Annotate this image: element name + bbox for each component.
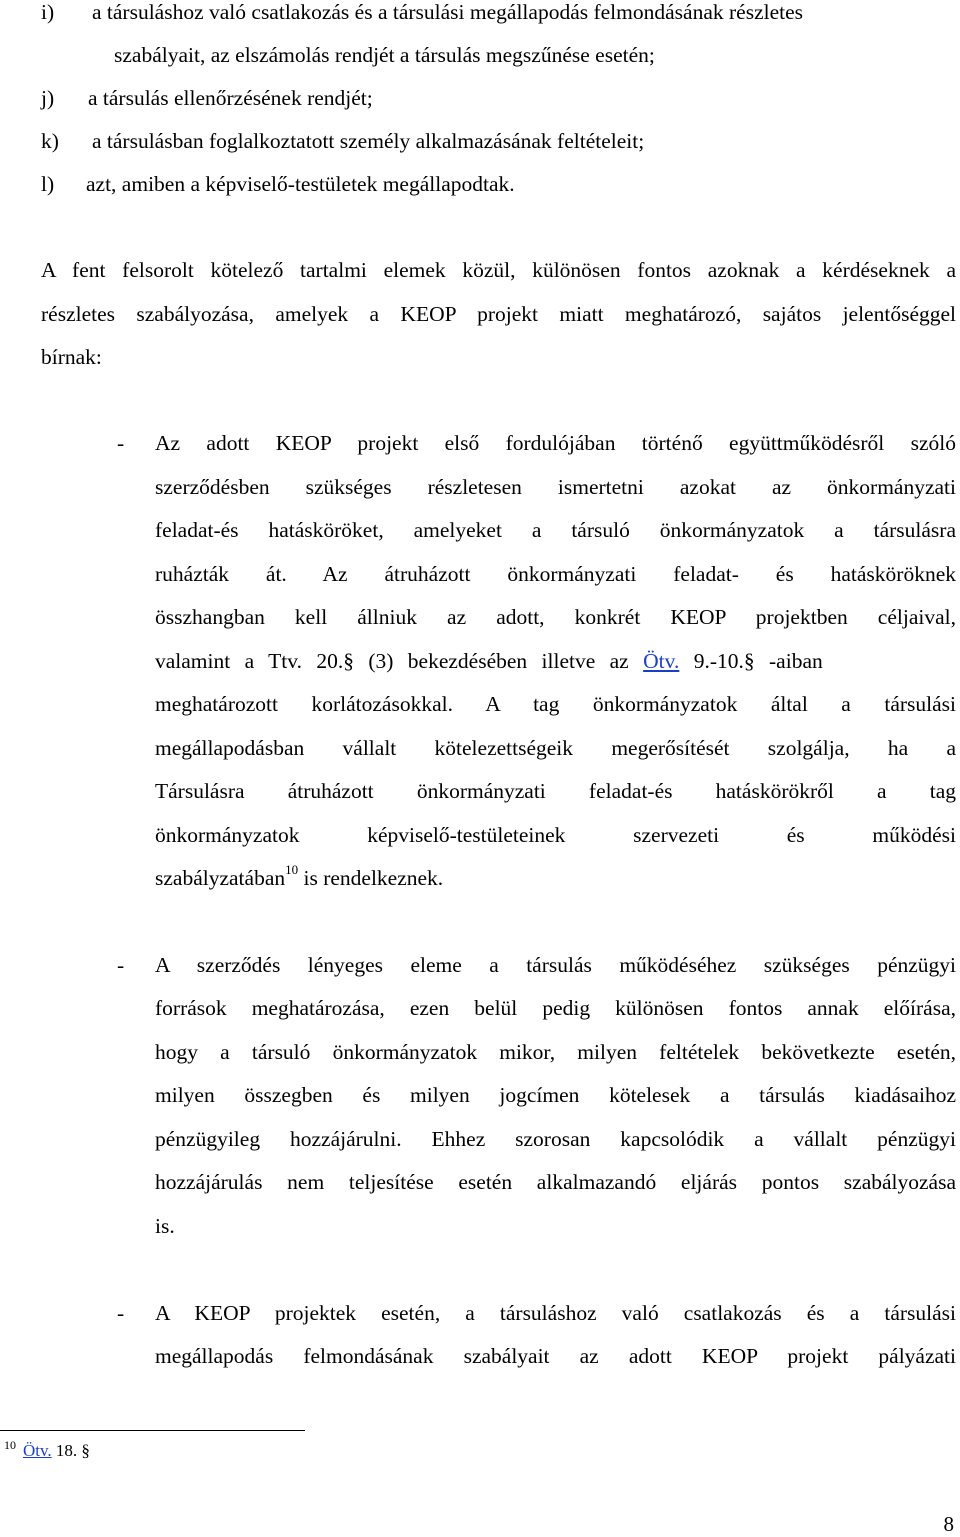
bullet-text-line: hozzájárulás nem teljesítése esetén alkalmazandó eljárás pontos szabályozása: [155, 1170, 956, 1194]
bullet-text-line: szerződésben szükséges részletesen ismertetni azokat az önkormányzati: [155, 475, 956, 499]
bullet-dash: -: [117, 431, 125, 455]
bullet-text-fragment: (3) bekezdésében illetve az: [353, 649, 629, 673]
bullet-text-line: [155, 862, 956, 891]
otv-link[interactable]: Ötv.: [643, 649, 680, 673]
bullet-text-fragment: 9.-10.: [679, 649, 744, 673]
section-sign: §: [81, 1441, 90, 1460]
section-sign: §: [743, 649, 755, 673]
bullet-text-line: is.: [155, 1214, 175, 1238]
bullet-text-line: ruházták át. Az átruházott önkormányzati feladat- és hatásköröknek: [155, 562, 956, 586]
bullet-text-line: megállapodás felmondásának szabályait az adott KEOP projekt pályázati: [155, 1344, 956, 1368]
list-text-continued: szabályait, az elszámolás rendjét a társulás megszűnése esetén;: [114, 43, 655, 67]
bullet-text-line: Az adott KEOP projekt első fordulójában történő együttműködésről szóló: [155, 431, 956, 455]
bullet-text-fragment: -aiban: [754, 649, 823, 673]
intro-paragraph-line: részletes szabályozása, amelyek a KEOP projekt miatt meghatározó, sajátos jelentőséggel: [41, 302, 956, 326]
bullet-dash: -: [117, 1301, 125, 1325]
bullet-dash: -: [117, 953, 125, 977]
list-letter: j): [41, 86, 55, 110]
bullet-text-line: Társulásra átruházott önkormányzati feladat-és hatáskörökről a tag: [155, 779, 956, 803]
footnote-number: 10: [4, 1438, 16, 1452]
bullet-text-line: pénzügyileg hozzájárulni. Ehhez szorosan kapcsolódik a vállalt pénzügyi: [155, 1127, 956, 1151]
list-letter: i): [41, 0, 55, 24]
bullet-text-fragment: valamint a Ttv. 20.: [155, 649, 344, 673]
page-number: 8: [943, 1512, 954, 1536]
intro-paragraph-line: bírnak:: [41, 345, 102, 369]
list-letter: l): [41, 172, 55, 196]
bullet-text-line: [155, 649, 956, 674]
list-text: a társuláshoz való csatlakozás és a társulási megállapodás felmondásának részletes: [92, 0, 804, 24]
footnote-separator: [0, 1430, 305, 1431]
bullet-text-line: meghatározott korlátozásokkal. A tag önkormányzatok által a társulási: [155, 692, 956, 716]
footnote-otv-link[interactable]: Ötv.: [23, 1441, 52, 1460]
list-text: a társulás ellenőrzésének rendjét;: [88, 86, 373, 110]
list-letter: k): [41, 129, 59, 153]
list-text: a társulásban foglalkoztatott személy alkalmazásának feltételeit;: [92, 129, 645, 153]
bullet-text-line: feladat-és hatásköröket, amelyeket a társuló önkormányzatok a társulásra: [155, 518, 956, 542]
bullet-text-line: milyen összegben és milyen jogcímen kötelesek a társulás kiadásaihoz: [155, 1083, 956, 1107]
footnote-fragment: 18.: [51, 1441, 78, 1460]
footnote-text: [23, 1441, 90, 1461]
bullet-text-line: önkormányzatok képviselő-testületeinek szervezeti és működési: [155, 823, 956, 847]
bullet-text-line: források meghatározása, ezen belül pedig különösen fontos annak előírása,: [155, 996, 956, 1020]
bullet-text-line: összhangban kell állniuk az adott, konkrét KEOP projektben céljaival,: [155, 605, 956, 629]
bullet-text-line: megállapodásban vállalt kötelezettségeik megerősítését szolgálja, ha a: [155, 736, 956, 760]
footnote-reference: 10: [285, 862, 299, 877]
bullet-text-line: A szerződés lényeges eleme a társulás működéséhez szükséges pénzügyi: [155, 953, 956, 977]
section-sign: §: [343, 649, 354, 673]
bullet-text-fragment: szabályzatában: [155, 866, 286, 890]
bullet-text-fragment: is rendelkeznek.: [298, 866, 444, 890]
bullet-text-line: hogy a társuló önkormányzatok mikor, milyen feltételek bekövetkezte esetén,: [155, 1040, 956, 1064]
bullet-text-line: A KEOP projektek esetén, a társuláshoz való csatlakozás és a társulási: [155, 1301, 956, 1325]
list-text: azt, amiben a képviselő-testületek megállapodtak.: [86, 172, 515, 196]
intro-paragraph-line: A fent felsorolt kötelező tartalmi elemek közül, különösen fontos azoknak a kérdéseknek a: [41, 258, 956, 282]
